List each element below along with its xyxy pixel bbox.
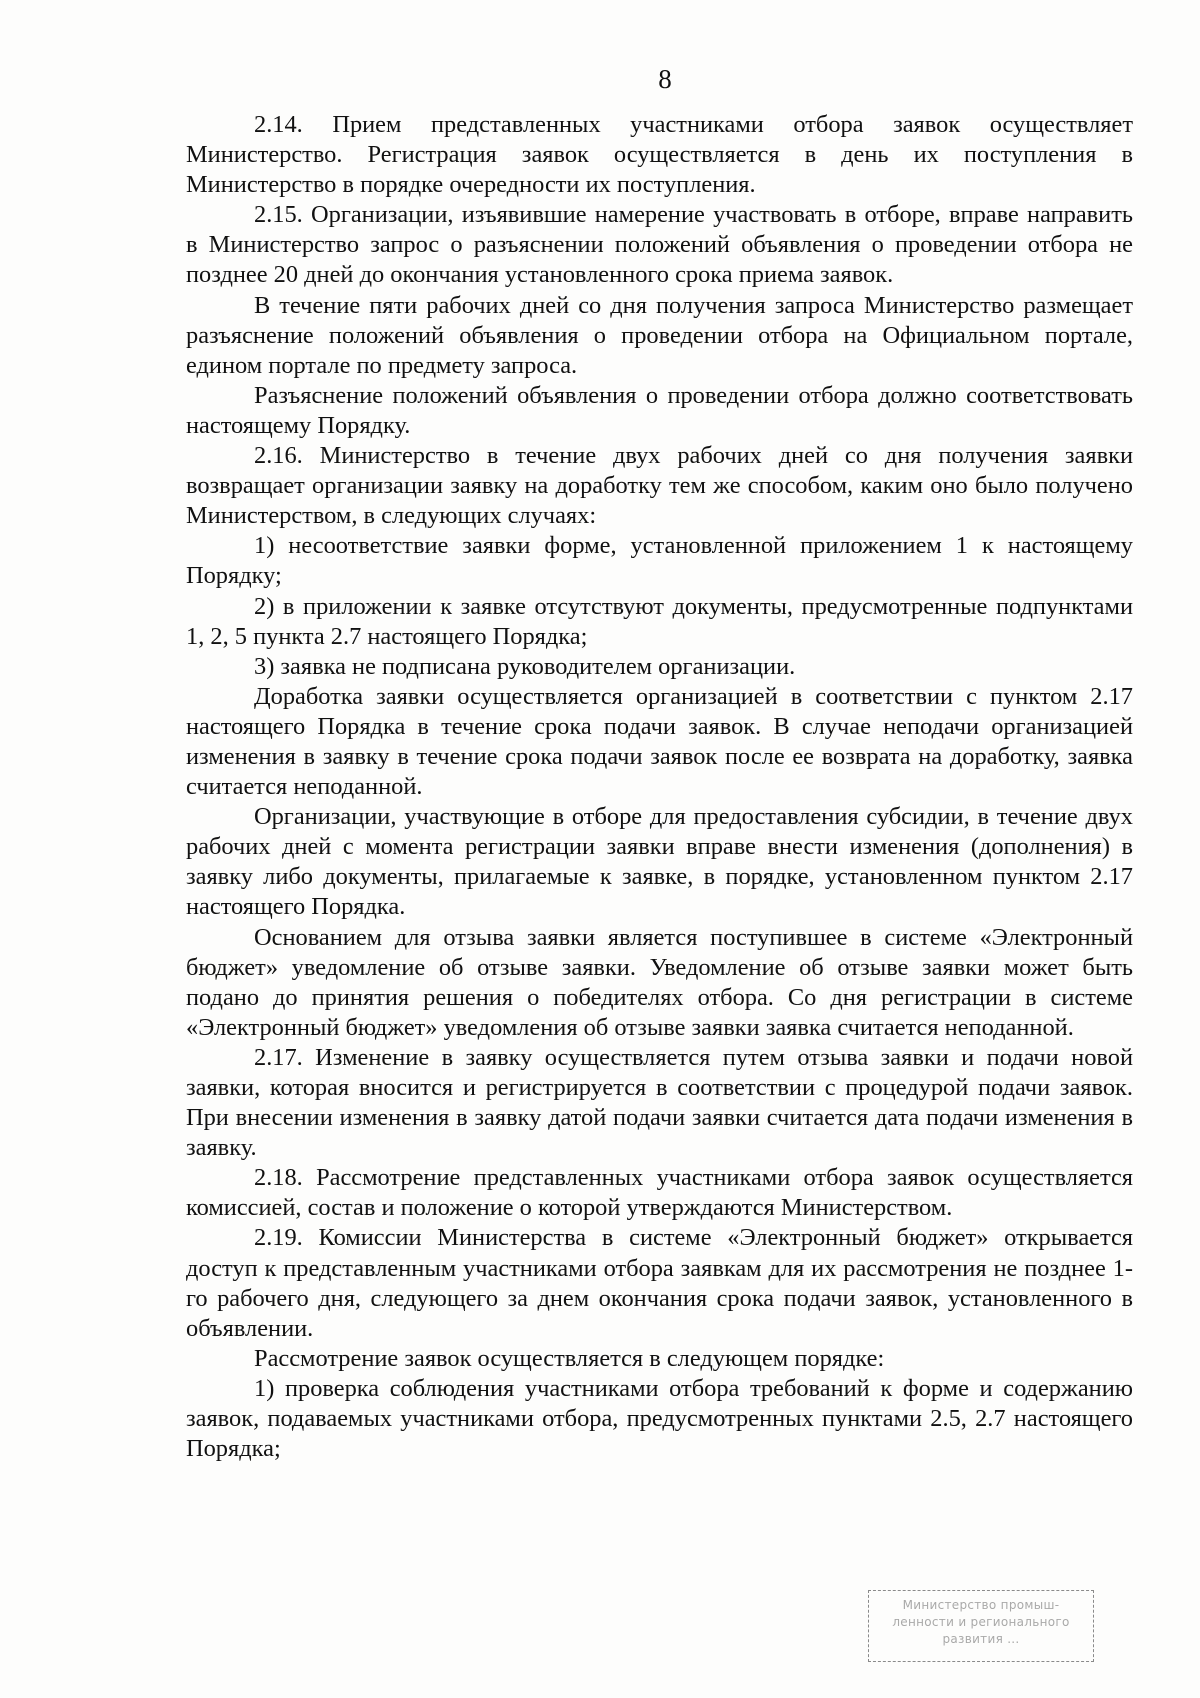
stamp-line: ленности и регионального	[892, 1615, 1070, 1629]
ministry-stamp	[868, 1590, 1094, 1662]
stamp-line: Министерство промыш-	[902, 1598, 1060, 1612]
stamp-line: развития ...	[942, 1632, 1020, 1646]
paragraph-review-order: Рассмотрение заявок осуществляется в следующем порядке:	[254, 1344, 885, 1372]
page-number: 8	[658, 64, 672, 94]
paragraph-revision: Доработка заявки осуществляется организацией в соответствии с пунктом 2.17 настоящего Порядка в течение срока подачи заявок. В случае неподачи организацией изменения в заявку в течение срока подачи заявок после ее возврата на доработку, заявка считается неподанной.	[186, 682, 1133, 801]
paragraph-2-17: 2.17. Изменение в заявку осуществляется путем отзыва заявки и подачи новой заявки, которая вносится и регистрируется в соответствии с процедурой подачи заявок. При внесении изменения в заявку датой подачи заявки считается дата подачи изменения в заявку.	[186, 1043, 1133, 1162]
list-item-1: 1) несоответствие заявки форме, установленной приложением 1 к настоящему Порядку;	[186, 532, 1133, 590]
paragraph-clarification-term: В течение пяти рабочих дней со дня получения запроса Министерство размещает разъяснение положений объявления о проведении отбора на Официальном портале, едином портале по предмету запроса.	[186, 291, 1133, 379]
paragraph-withdrawal: Основанием для отзыва заявки является поступившее в системе «Электронный бюджет» уведомление об отзыве заявки. Уведомление об отзыве заявки может быть подано до принятия решения о победителях отбора. Со дня регистрации в системе «Электронный бюджет» уведомления об отзыве заявки заявка считается неподанной.	[186, 923, 1133, 1041]
review-step-1: 1) проверка соблюдения участниками отбора требований к форме и содержанию заявок, подаваемых участниками отбора, предусмотренных пунктами 2.5, 2.7 настоящего Порядка;	[186, 1374, 1133, 1463]
paragraph-2-16: 2.16. Министерство в течение двух рабочих дней со дня получения заявки возвращает организации заявку на доработку тем же способом, каким оно было получено Министерством, в следующих случаях:	[186, 442, 1133, 530]
paragraph-2-18: 2.18. Рассмотрение представленных участниками отбора заявок осуществляется комиссией, состав и положение о которой утверждаются Министерством.	[186, 1164, 1133, 1222]
paragraph-2-15: 2.15. Организации, изъявившие намерение участвовать в отборе, вправе направить в Министерство запрос о разъяснении положений объявления о проведении отбора не позднее 20 дней до окончания установленного срока приема заявок.	[186, 201, 1133, 289]
paragraph-clarification-compliance: Разъяснение положений объявления о проведении отбора должно соответствовать настоящему Порядку.	[186, 381, 1133, 439]
list-item-3: 3) заявка не подписана руководителем организации.	[254, 652, 796, 680]
paragraph-changes: Организации, участвующие в отборе для предоставления субсидии, в течение двух рабочих дней с момента регистрации заявки вправе внести изменения (дополнения) в заявку либо документы, прилагаемые к заявке, в порядке, установленном пунктом 2.17 настоящего Порядка.	[186, 803, 1133, 921]
paragraph-2-14: 2.14. Прием представленных участниками отбора заявок осуществляет Министерство. Регистрация заявок осуществляется в день их поступления в Министерство в порядке очередности их поступления.	[186, 111, 1133, 199]
document-body	[186, 110, 1133, 1464]
list-item-2: 2) в приложении к заявке отсутствуют документы, предусмотренные подпунктами 1, 2, 5 пункта 2.7 настоящего Порядка;	[186, 592, 1133, 650]
paragraph-2-19: 2.19. Комиссии Министерства в системе «Электронный бюджет» открывается доступ к представленным участниками отбора заявкам для их рассмотрения не позднее 1-го рабочего дня, следующего за днем окончания срока подачи заявок, установленного в объявлении.	[186, 1224, 1133, 1342]
